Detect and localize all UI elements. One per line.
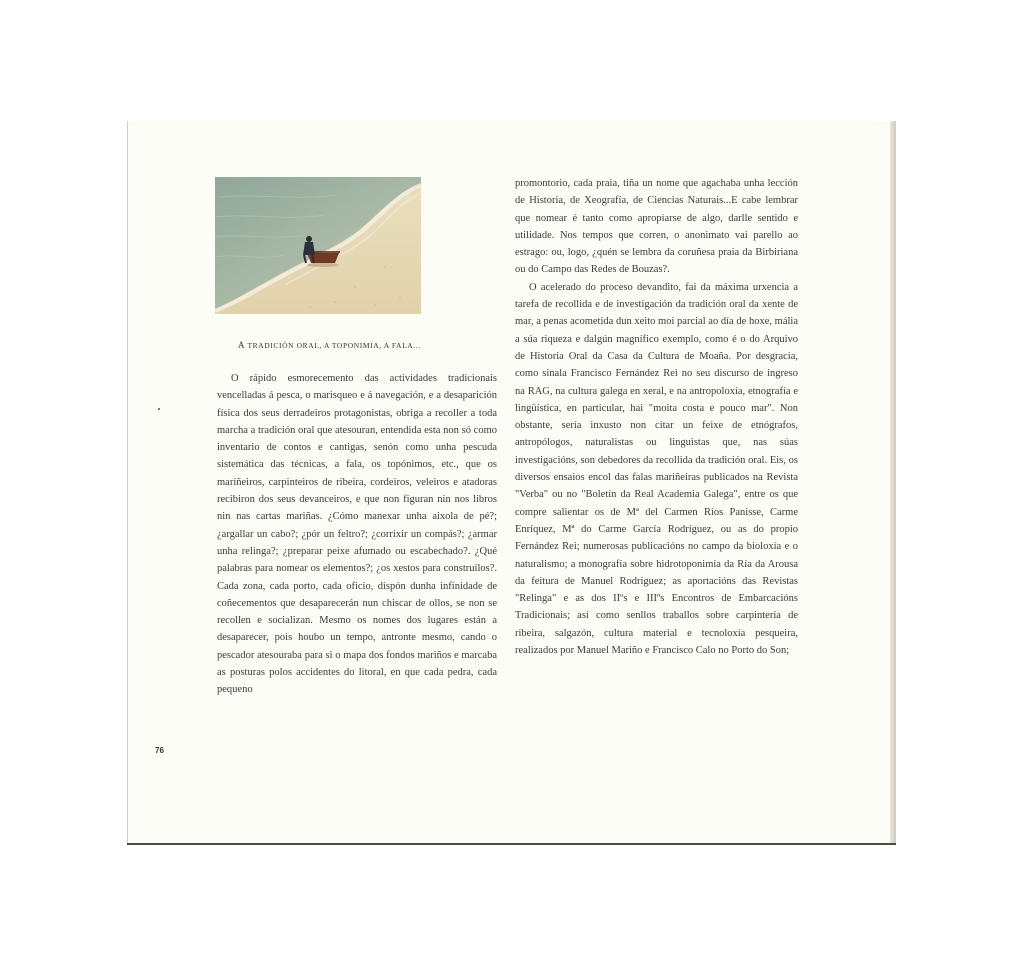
print-speck [158, 408, 160, 410]
left-column [217, 370, 497, 699]
page-bottom-edge [127, 843, 896, 845]
heading-initial: A [238, 340, 245, 350]
heading-smallcaps: TRADICIÓN ORAL, A TOPONIMIA, A FALA... [247, 341, 421, 350]
beach-photo [215, 177, 421, 314]
page-number: 76 [155, 746, 164, 755]
right-column [515, 175, 798, 659]
section-heading [238, 340, 421, 350]
page-left-edge [127, 121, 128, 844]
right-continuation-paragraph: promontorio, cada praia, tiña un nome que agachaba unha lección de Historia, de Xeografía, de Ciencias Naturais...E cabe lembrar que nomear é tanto como apropiarse de algo, darlle sentido e utilidade. Nos tempos que corren, o anonimato vai parello ao estrago: ou, logo, ¿quén se lembra da coruñesa praia da Birbiriana ou do Campo das Redes de Bouzas?. [515, 178, 798, 276]
page-right-edge [890, 121, 896, 844]
left-paragraph: O rápido esmorecemento das actividades tradicionais vencelladas á pesca, o marisqueo e á navegación, e a desaparición física dos seus derradeiros protagonistas, obriga a recoller a toda marcha a tradición oral que atesouran, entendida esta non só como inventario de contos e cantigas, senón como unha pescuda sistemática das técnicas, a fala, os topónimos, etc., que os mariñeiros, carpinteiros de ribeira, cordeiros, veleiros e atadoras recibiron dos seus devanceiros, e que non figuran nin nos libros nin nas cartas mariñas. ¿Cómo manexar unha aixola de pé?; ¿argallar un cabo?; ¿pór un feltro?; ¿corrixir un compás?; ¿armar unha relinga?; ¿preparar peixe afumado ou escabechado?. ¿Qué palabras para nomear os elementos?; ¿os xestos para construílos?. Cada zona, cada porto, cada oficio, dispón dunha infinidade de coñecementos que desaparecerán nun chiscar de ollos, se non se recollen e socializan. Mesmo os nomes dos lugares están a desaparecer, pois houbo un tempo, antronte mesmo, cando o pescador atesouraba para si o mapa dos fondos mariños e marcaba as posturas polos accidentes do litoral, en que cada pedra, cada pequeno [217, 373, 497, 696]
right-paragraph: O acelerado do proceso devandito, fai da máxima urxencia a tarefa de recollida e de investigación da tradición oral da xente de mar, a penas acometida dun xeito moi parcial ao día de hoxe, mália a súa riqueza e dalgún magnífico exemplo, como é o do Arquivo de Historia Oral da Casa da Cultura de Moaña. Por desgracia, como sinala Francisco Fernández Rei no seu discurso de ingreso na RAG, na cultura galega en xeral, e na antropoloxía, etnografía e lingüística, en particular, hai "moita costa e pouco mar". Non obstante, sería inxusto non citar un feixe de etnógrafos, antropólogos, naturalistas ou linguistas que, nas súas investigacións, son debedores da recollida da tradición oral. Eis, os diversos ensaios encol das falas mariñeiras publicados na Revista "Verba" ou no "Boletín da Real Academia Galega", entre os que compre salientar os de Mª del Carmen Ríos Panisse, Carme Enríquez, Mª do Carme García Rodríguez, ou as do propio Fernández Rei; numerosas publicacións no campo da bioloxía e o naturalismo; a monografía sobre hidrotoponimia da Ría da Arousa da feitura de Manuel Rodríguez; as aportacións das Revistas "Relinga" e as dos IIºs e IIIºs Encontros de Embarcacións Tradicionais; así como senllos traballos sobre carpintería de ribeira, salgazón, cultura material e tecnoloxía pesqueira, realizados por Manuel Mariño e Francisco Calo no Porto do Son; [515, 281, 798, 657]
